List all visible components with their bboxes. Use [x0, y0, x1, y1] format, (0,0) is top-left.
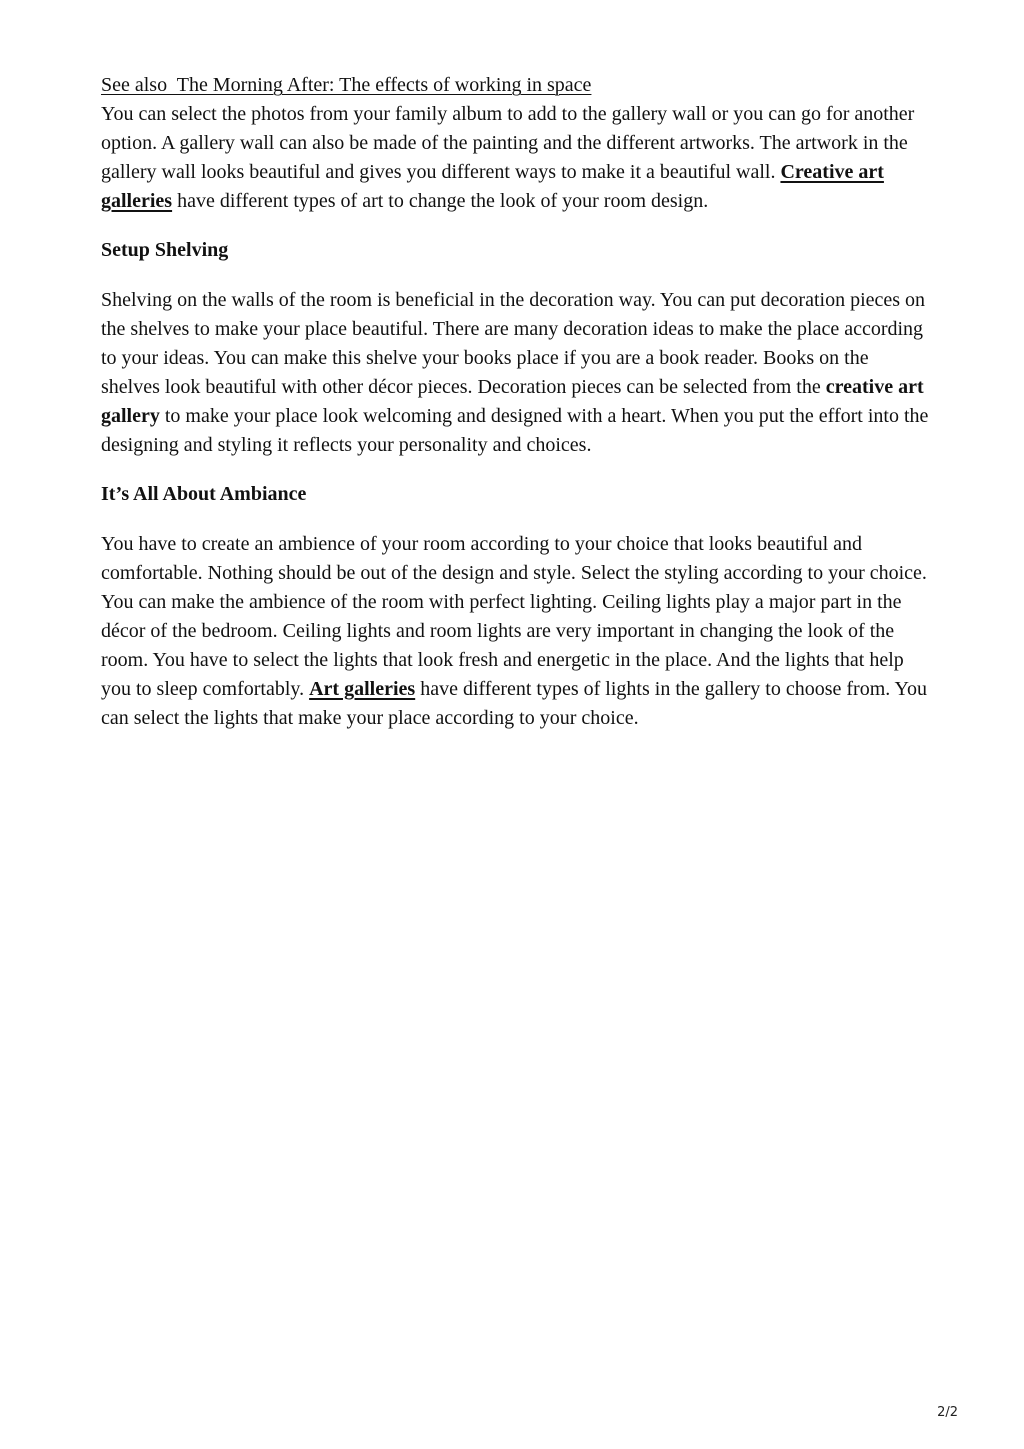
see-also-link[interactable]: See also The Morning After: The effects of working in space [101, 74, 592, 96]
ambiance-text-start: You have to create an ambience of your room according to your choice that looks beautiful and comfortable. Nothing should be out of the design and style. Select the styling according to your choice. You can make the ambience of the room with perfect lighting. Ceiling lights play a major part in the décor of the bedroom. Ceiling lights and room lights are very important in changing the look of the room. You have to select the lights that look fresh and energetic in the place. And the lights that help you to sleep comfortably. [101, 533, 927, 700]
document-body [101, 71, 931, 733]
shelving-text-end: to make your place look welcoming and designed with a heart. When you put the effort into the designing and styling it reflects your personality and choices. [101, 405, 929, 456]
intro-text-end: have different types of art to change the look of your room design. [172, 190, 709, 212]
page-number: 2/2 [937, 1405, 958, 1420]
heading-ambiance: It’s All About Ambiance [101, 483, 307, 505]
intro-paragraph [101, 100, 931, 216]
intro-text-start: You can select the photos from your family album to add to the gallery wall or you can go for another option. A gallery wall can also be made of the painting and the different artworks. The artwork in the gallery wall looks beautiful and gives you different ways to make it a beautiful wall. [101, 103, 915, 183]
heading-setup-shelving: Setup Shelving [101, 239, 229, 261]
shelving-text-start: Shelving on the walls of the room is beneficial in the decoration way. You can put decoration pieces on the shelves to make your place beautiful. There are many decoration ideas to make the place according to your ideas. You can make this shelve your books place if you are a book reader. Books on the shelves look beautiful with other décor pieces. Decoration pieces can be selected from the [101, 289, 926, 398]
creative-art-galleries-link[interactable]: Creative art galleries [101, 161, 884, 212]
ambiance-paragraph [101, 530, 931, 733]
shelving-paragraph [101, 286, 931, 460]
creative-art-gallery-bold: creative art gallery [101, 376, 924, 427]
art-galleries-link[interactable]: Art galleries [309, 678, 416, 700]
ambiance-text-end: have different types of lights in the gallery to choose from. You can select the lights that make your place according to your choice. [101, 678, 927, 729]
